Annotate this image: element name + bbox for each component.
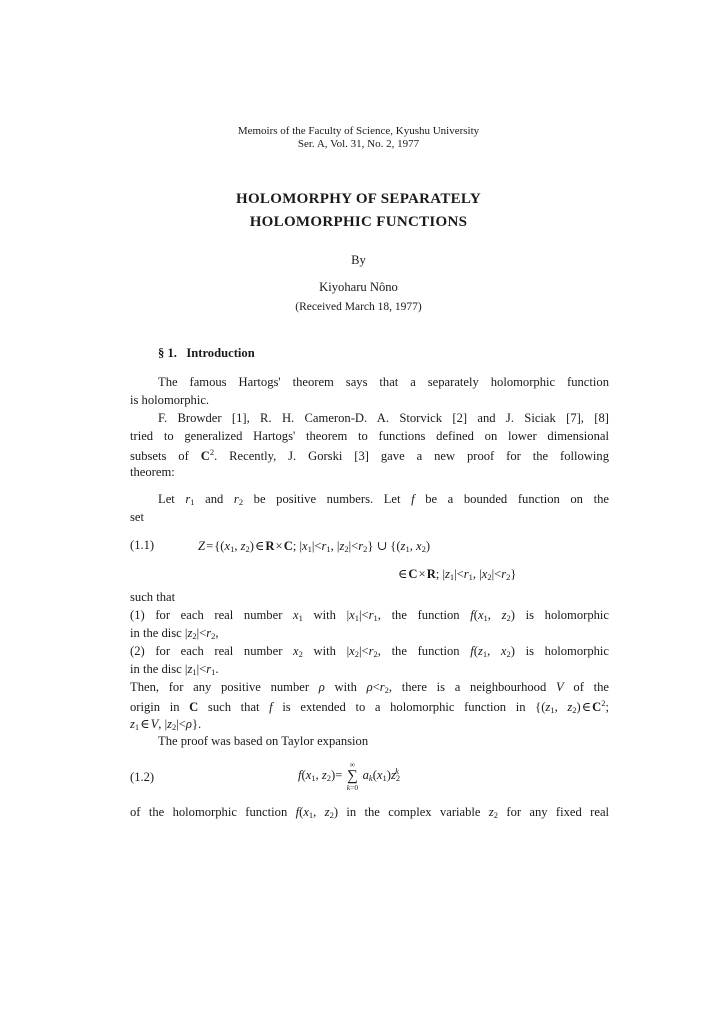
equation-1-1-line-1: Z = {($x_1$, $z_2$) ∈ R × C; $|x_1|<r_1$, $|z_2|<r_2$} ∪ {($z_1$, $x_2$) [198,539,431,554]
equation-1-1-line-2: ∈ C × R; $|z_1|<r_1$, $|x_2|<r_2$} [398,567,517,582]
last-line: of the holomorphic function $f(x_1$, $z_2$) in the complex variable $z_2$ for any fixed real [130,805,610,820]
condition-2-line-2: in the disc $|z_1|<r_1$. [130,662,219,677]
p2-line-4: theorem: [130,465,175,479]
section-title: Introduction [186,346,255,360]
equation-1-1-label: (1.1) [130,538,155,552]
equation-1-2-label: (1.2) [130,770,155,784]
author-name: Kiyoharu Nôno [319,280,398,294]
p1-line-1: The famous Hartogs' theorem says that a separately holomorphic function [158,375,609,389]
p2-line-3: subsets of $C^2$. Recently, J. Gorski [3] gave a new proof for the following [130,447,610,463]
p3-line-2: set [130,510,144,524]
p3-line-1: Let $r_1$ and $r_2$ be positive numbers. Let f be a bounded function on the [158,492,609,507]
section-heading [158,346,255,361]
section-number: § 1. [158,346,177,360]
conclusion-line-3: $z_1$ ∈ V, $|z_2|<\rho$}. [130,717,202,732]
p2-line-1: F. Browder [1], R. H. Cameron-D. A. Storvick [2] and J. Siciak [7], [8] [158,411,609,425]
paper-title-line-1: HOLOMORPHY OF SEPARATELY [236,191,481,207]
equation-1-2: $f(x_1$, $z_2)=$ ∞ ∑ k=0 $a_k(x_1)z_2^k$ [298,759,401,792]
condition-1-line-1: (1) for each real number $x_1$ with $|x_1|<r_1$, the function $f(x_1$, $z_2$) is holomorphic [130,608,610,623]
by-label: By [351,253,366,267]
proof-line: The proof was based on Taylor expansion [158,734,369,748]
paper-title-line-2: HOLOMORPHIC FUNCTIONS [249,214,468,230]
condition-1-line-2: in the disc $|z_2|<r_2$, [130,626,219,641]
condition-2-line-1: (2) for each real number $x_2$ with $|x_2|<r_2$, the function $f(z_1$, $x_2$) is holomorphic [130,644,610,659]
such-that-line: such that [130,590,176,604]
journal-line-2: Ser. A, Vol. 31, No. 2, 1977 [297,138,420,150]
p2-line-2: tried to generalized Hartogs' theorem to functions defined on lower dimensional [130,429,609,443]
conclusion-line-2: origin in C such that f is extended to a holomorphic function in {($z_1$, $z_2$) ∈ $C^2$; [130,698,609,715]
journal-line-1: Memoirs of the Faculty of Science, Kyushu University [237,125,480,137]
received-date: (Received March 18, 1977) [295,301,422,313]
conclusion-line-1: Then, for any positive number ρ with $\rho<r_2$, there is a neighbourhood V of the [130,680,609,695]
p1-line-2: is holomorphic. [130,393,210,407]
summation-symbol: ∞ ∑ k=0 [346,759,359,792]
